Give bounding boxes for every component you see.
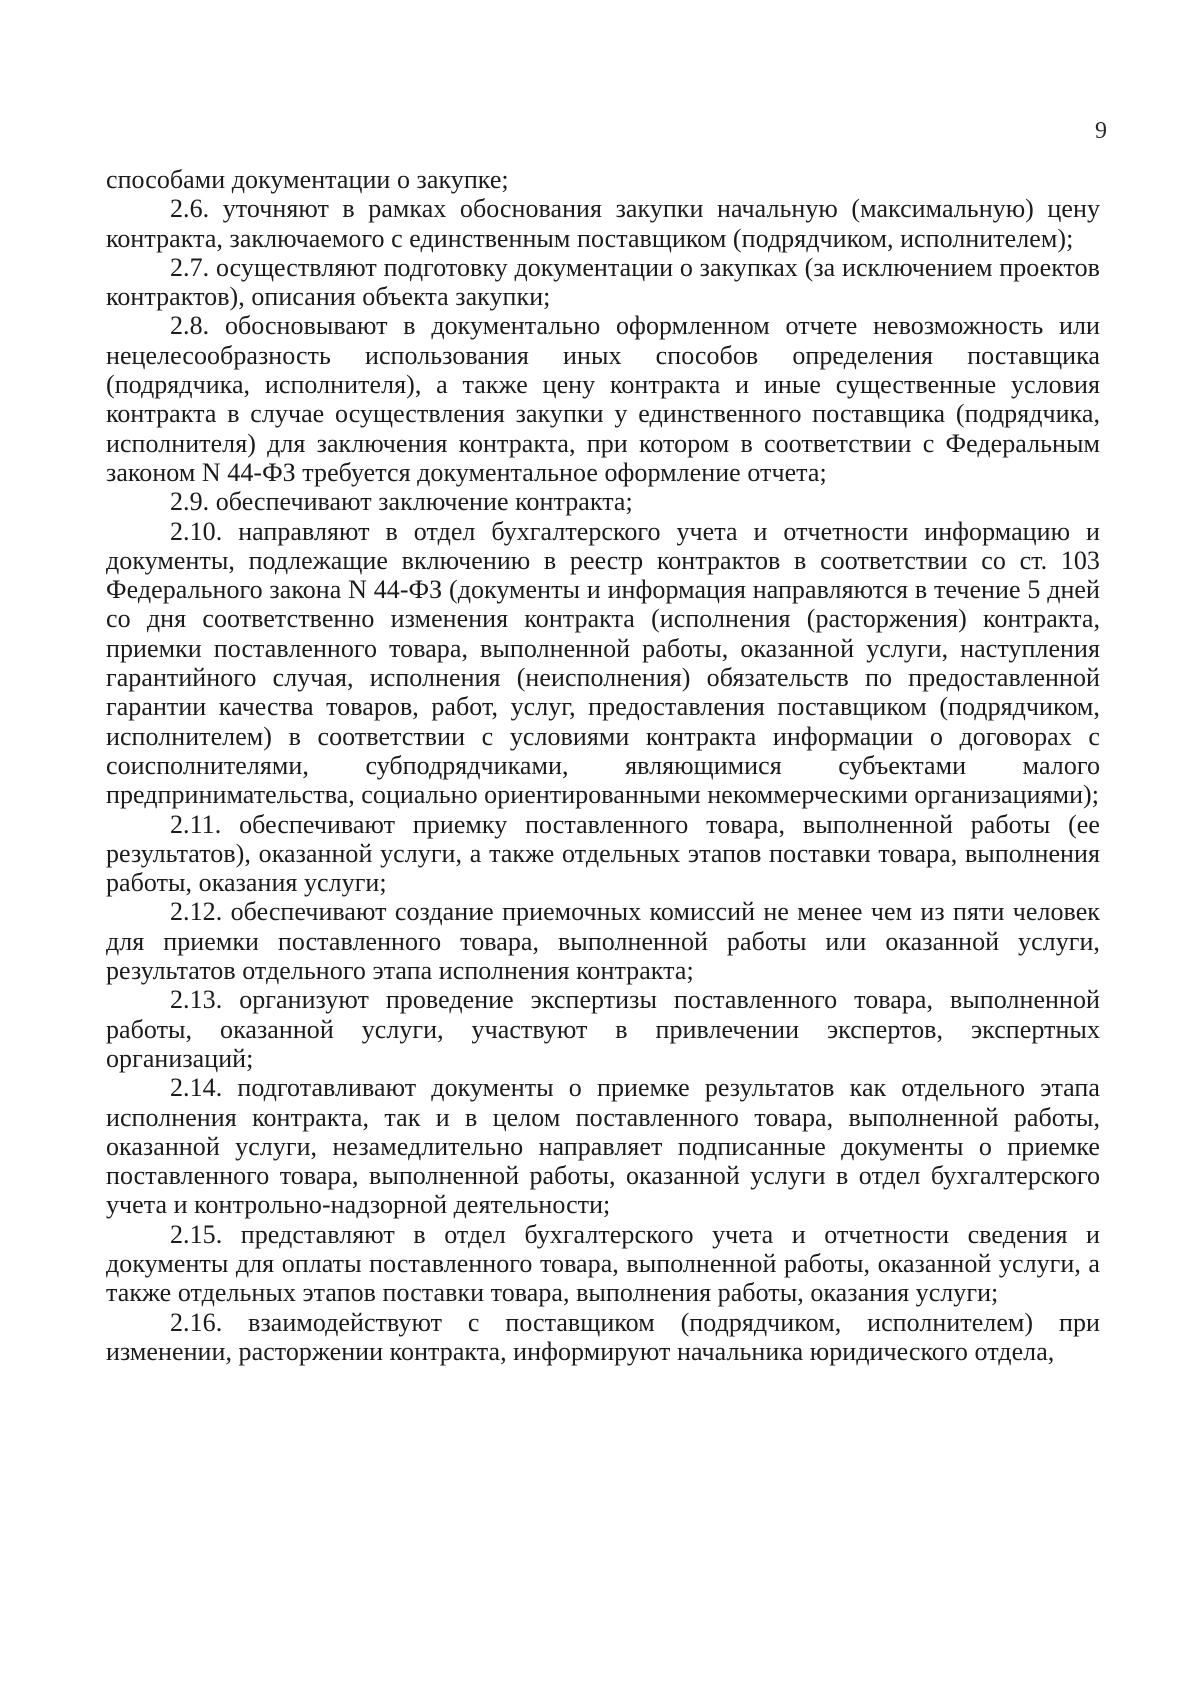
paragraph-2-16: 2.16. взаимодействуют с поставщиком (подрядчиком, исполнителем) при изменении, расторжении контракта, информируют начальника юридического отдела, <box>106 1307 1100 1366</box>
paragraph-2-10: 2.10. направляют в отдел бухгалтерского учета и отчетности информацию и документы, подлежащие включению в реестр контрактов в соответствии со ст. 103 Федерального закона N 44-ФЗ (документы и информация направляются в течение 5 дней со дня соответственно изменения контракта (исполнения (расторжения) контракта, приемки поставленного товара, выполненной работы, оказанной услуги, наступления гарантийного случая, исполнения (неисполнения) обязательств по предоставленной гарантии качества товаров, работ, услуг, предоставления поставщиком (подрядчиком, исполнителем) в соответствии с условиями контракта информации о договорах с соисполнителями, субподрядчиками, являющимися субъектами малого предпринимательства, социально ориентированными некоммерческими организациями); <box>106 516 1100 810</box>
paragraph-2-14: 2.14. подготавливают документы о приемке результатов как отдельного этапа исполнения контракта, так и в целом поставленного товара, выполненной работы, оказанной услуги, незамедлительно направляет подписанные документы о приемке поставленного товара, выполненной работы, оказанной услуги в отдел бухгалтерского учета и контрольно-надзорной деятельности; <box>106 1073 1100 1220</box>
document-body <box>106 165 1100 1366</box>
paragraph-2-15: 2.15. представляют в отдел бухгалтерского учета и отчетности сведения и документы для оплаты поставленного товара, выполненной работы, оказанной услуги, а также отдельных этапов поставки товара, выполнения работы, оказания услуги; <box>106 1219 1100 1308</box>
paragraph-2-7: 2.7. осуществляют подготовку документации о закупках (за исключением проектов контрактов), описания объекта закупки; <box>106 252 1100 312</box>
page-number: 9 <box>1095 118 1107 144</box>
paragraph-2-11: 2.11. обеспечивают приемку поставленного товара, выполненной работы (ее результатов), оказанной услуги, а также отдельных этапов поставки товара, выполнения работы, оказания услуги; <box>106 809 1100 898</box>
paragraph-2-6: 2.6. уточняют в рамках обоснования закупки начальную (максимальную) цену контракта, заключаемого с единственным поставщиком (подрядчиком, исполнителем); <box>106 194 1100 253</box>
paragraph-2-13: 2.13. организуют проведение экспертизы поставленного товара, выполненной работы, оказанной услуги, участвуют в привлечении экспертов, экспертных организаций; <box>106 985 1100 1073</box>
paragraph-2-8: 2.8. обосновывают в документально оформленном отчете невозможность или нецелесообразность использования иных способов определения поставщика (подрядчика, исполнителя), а также цену контракта и иные существенные условия контракта в случае осуществления закупки у единственного поставщика (подрядчика, исполнителя) для заключения контракта, при котором в соответствии с Федеральным законом N 44-ФЗ требуется документальное оформление отчета; <box>106 311 1100 487</box>
paragraph-2-9: 2.9. обеспечивают заключение контракта; <box>170 487 633 517</box>
paragraph-2-12: 2.12. обеспечивают создание приемочных комиссий не менее чем из пяти человек для приемки поставленного товара, выполненной работы или оказанной услуги, результатов отдельного этапа исполнения контракта; <box>106 897 1100 986</box>
continuation-text: способами документации о закупке; <box>106 165 509 194</box>
